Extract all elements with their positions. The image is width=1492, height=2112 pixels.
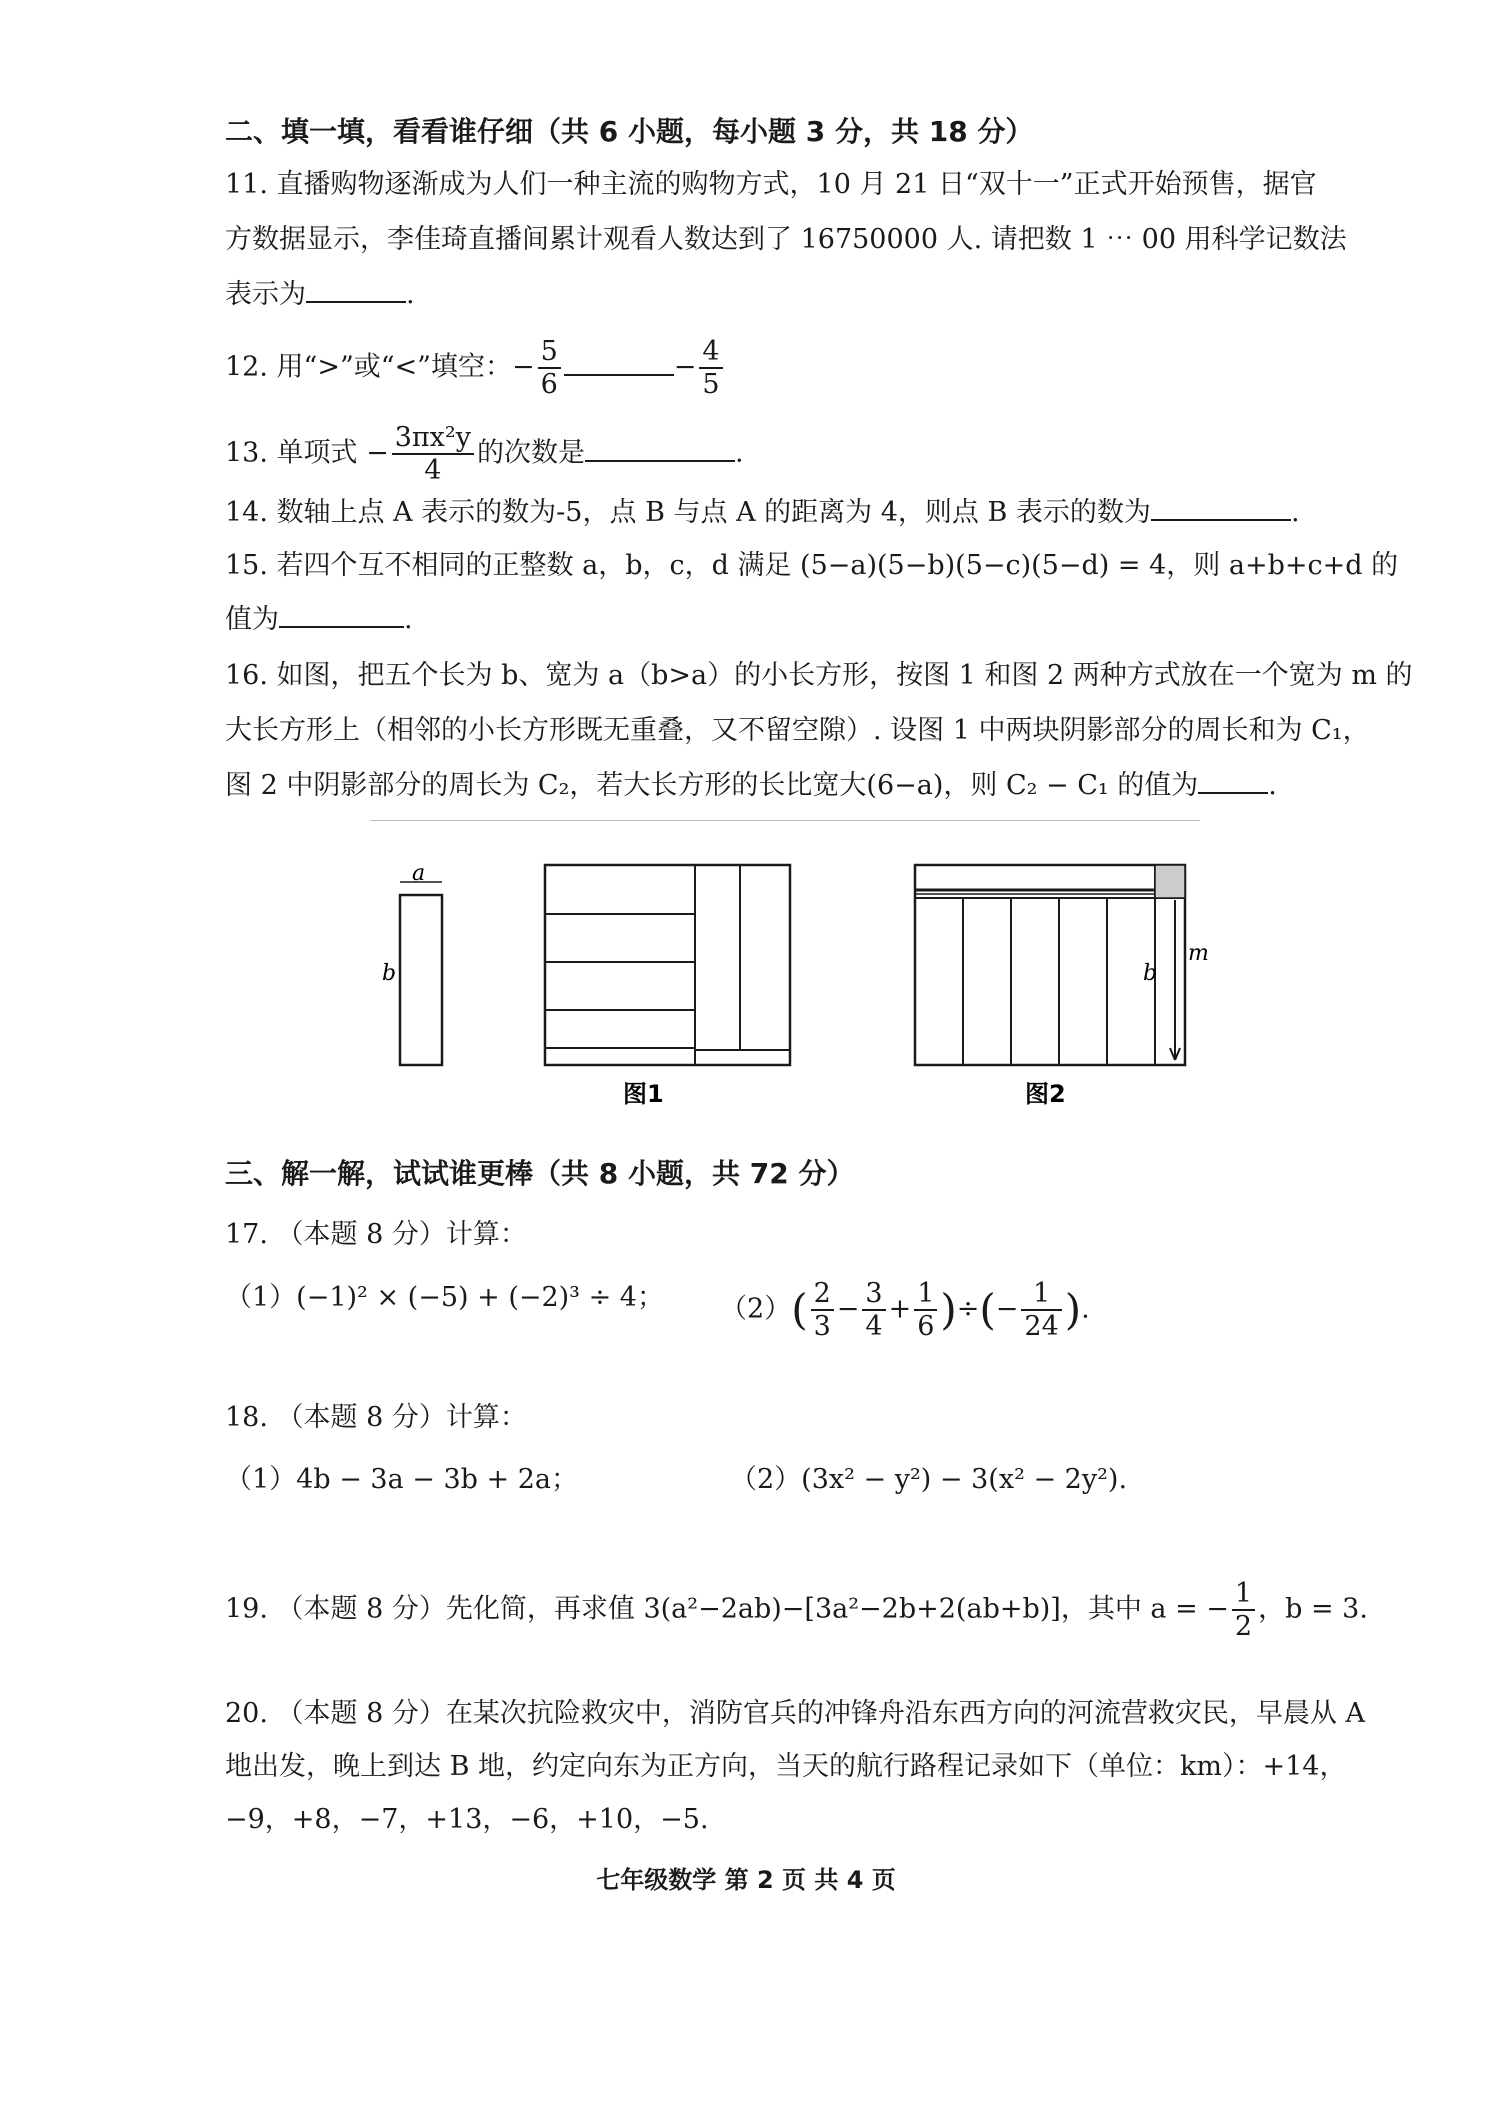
q15-answer-blank (279, 602, 404, 628)
q20-line3: −9，+8，−7，+13，−6，+10，−5. (225, 1804, 709, 1835)
small-rect-b-label: b (382, 961, 397, 986)
q16-line1: 16. 如图，把五个长为 b、宽为 a（b>a）的小长方形，按图 1 和图 2 两种方式放在一个宽为 m 的 (225, 660, 1413, 691)
q18-head: 18. （本题 8 分）计算： (225, 1402, 527, 1433)
q16-line3: 图 2 中阴影部分的周长为 C₂，若大长方形的长比宽大(6−a)，则 C₂ − C₁ 的值为 . (225, 770, 1277, 801)
q19-suffix: ，b = 3. (1258, 1593, 1368, 1625)
fig2-caption: 图2 (1025, 1080, 1066, 1108)
q19-text: 19. （本题 8 分）先化简，再求值 3(a²−2ab)−[3a²−2b+2(ab+b)]，其中 a = − (225, 1593, 1229, 1625)
q18-part1: （1）4b − 3a − 3b + 2a； (225, 1464, 579, 1495)
q15-line2-text: 值为 (225, 604, 279, 635)
q12-answer-blank (564, 350, 674, 376)
q11-line3-text: 表示为 (225, 279, 306, 310)
q17-frac3-den: 6 (917, 1311, 935, 1343)
section3-title: 三、解一解，试试谁更棒（共 8 小题，共 72 分） (225, 1157, 855, 1190)
q18-part2: （2）(3x² − y²) − 3(x² − 2y²). (730, 1464, 1128, 1495)
q13: 13. 单项式 − $\frac{\text{3πx²y}}{4}$ 的次数是 . (225, 422, 744, 487)
q17-part1: （1）(−1)² × (−5) + (−2)³ ÷ 4； (225, 1282, 664, 1313)
q13-frac-den: 4 (424, 455, 442, 487)
q12-frac2-den: 5 (702, 369, 720, 401)
q19-frac-den: 2 (1234, 1611, 1253, 1643)
q14-text: 14. 数轴上点 A 表示的数为-5，点 B 与点 A 的距离为 4，则点 B 表示的数为 (225, 497, 1151, 528)
q11-line1: 11. 直播购物逐渐成为人们一种主流的购物方式，10 月 21 日“双十一”正式开始预售，据官 (225, 169, 1317, 200)
fig2-b-label: b (1143, 961, 1158, 986)
page-footer: 七年级数学 第 2 页 共 4 页 (596, 1866, 896, 1894)
q20-line2: 地出发，晚上到达 B 地，约定向东为正方向，当天的航行路程记录如下（单位：km）：+14， (225, 1751, 1347, 1782)
q13-answer-blank (585, 436, 735, 462)
q17-frac1-num: 2 (811, 1278, 834, 1311)
q14: 14. 数轴上点 A 表示的数为-5，点 B 与点 A 的距离为 4，则点 B 表示的数为 . (225, 497, 1300, 528)
q11-answer-blank (306, 277, 406, 303)
q15-line1: 15. 若四个互不相同的正整数 a，b，c，d 满足 (5−a)(5−b)(5−c)(5−d) = 4，则 a+b+c+d 的 (225, 550, 1399, 581)
q15-line2: 值为 . (225, 604, 413, 635)
q17-frac2-den: 4 (865, 1311, 883, 1343)
q12-frac1-num: 5 (538, 336, 561, 369)
q12 (225, 336, 726, 400)
q12-frac-1 (538, 336, 561, 400)
q13-frac (392, 422, 474, 486)
q11-line3: 表示为 . (225, 279, 415, 310)
q16-line2: 大长方形上（相邻的小长方形既无重叠，又不留空隙）. 设图 1 中两块阴影部分的周长和为 C₁， (225, 715, 1370, 746)
q17-frac-1 (811, 1278, 834, 1342)
q19-frac (1232, 1578, 1255, 1642)
q16-figures (370, 820, 1220, 1110)
small-rect-a-label: a (412, 861, 426, 886)
section2-title: 二、填一填，看看谁仔细（共 6 小题，每小题 3 分，共 18 分） (225, 115, 1034, 148)
figure-2 (915, 865, 1209, 1108)
small-rectangle (382, 861, 442, 1065)
q16-answer-blank (1198, 768, 1268, 794)
q13-prefix: 13. 单项式 − (225, 437, 389, 469)
q17-head: 17. （本题 8 分）计算： (225, 1219, 527, 1250)
q17-frac4-num: 1 (1021, 1278, 1061, 1311)
q17-frac3-num: 1 (914, 1278, 937, 1311)
q11-line2: 方数据显示，李佳琦直播间累计观看人数达到了 16750000 人. 请把数 1 ⋯ 00 用科学记数法 (225, 224, 1347, 255)
q19 (225, 1578, 1368, 1642)
q19-frac-num: 1 (1232, 1578, 1255, 1611)
q17-frac-2 (862, 1278, 885, 1342)
q17-frac-4 (1021, 1278, 1061, 1342)
q12-frac1-den: 6 (540, 369, 558, 401)
q17-frac2-num: 3 (862, 1278, 885, 1311)
q17-part2-prefix: （2） (720, 1293, 792, 1325)
fig2-m-label: m (1188, 941, 1209, 966)
q12-frac-2 (699, 336, 722, 400)
q17-part2: （2）( $\frac{2}{3}$ − $\frac{3}{4}$ + $\frac{1}{6}$ )÷(− $\frac{1}{24}$ ). (720, 1278, 1090, 1343)
q13-suffix: 的次数是 (476, 437, 585, 469)
q14-answer-blank (1151, 495, 1291, 521)
q12-mid: − (673, 351, 697, 383)
q12-frac2-num: 4 (699, 336, 722, 369)
q17-frac-3 (914, 1278, 937, 1342)
q20-line1: 20. （本题 8 分）在某次抗险救灾中，消防官兵的冲锋舟沿东西方向的河流营救灾民，早晨从 A (225, 1698, 1365, 1729)
q16-line3-text: 图 2 中阴影部分的周长为 C₂，若大长方形的长比宽大(6−a)，则 C₂ − C₁ 的值为 (225, 770, 1199, 801)
q13-frac-num: 3πx²y (392, 422, 474, 455)
q17-frac1-den: 3 (813, 1311, 831, 1343)
figure-1 (545, 865, 790, 1108)
q12-prefix: 12. 用“>”或“<”填空：− (225, 351, 535, 383)
fig1-caption: 图1 (623, 1080, 664, 1108)
q17-frac4-den: 24 (1024, 1311, 1059, 1343)
